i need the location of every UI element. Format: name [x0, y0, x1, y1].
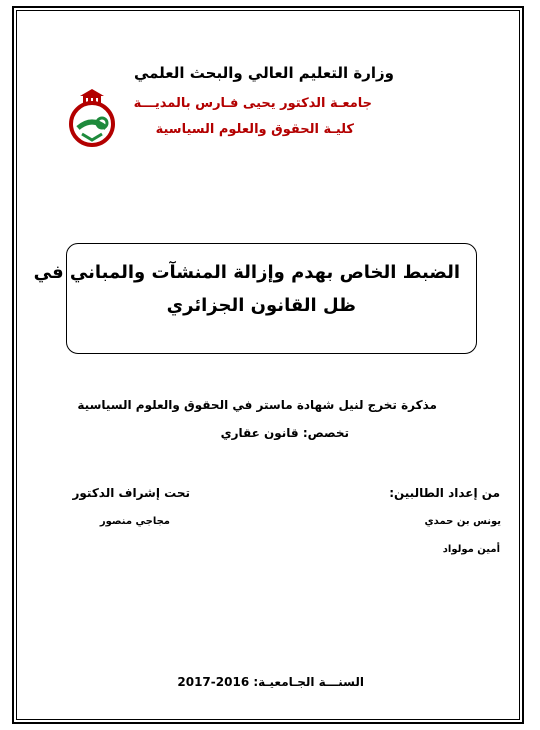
ministry-name: وزارة التعليم العالي والبحث العلمي	[133, 64, 394, 82]
memo-purpose: مذكرة تخرج لنيل شهادة ماستر في الحقوق والعلوم السياسية	[77, 398, 437, 412]
student-name: أمين مولواد	[442, 544, 500, 555]
academic-year: السنـــة الجـامعيـة: 2016-2017	[177, 675, 364, 689]
thesis-title-line1: الضبط الخاص بهدم وإزالة المنشآت والمباني في	[33, 262, 460, 283]
university-logo-icon	[58, 88, 126, 148]
supervisor-label: تحت إشراف الدكتور	[72, 486, 190, 500]
memo-specialty: تخصص: قانون عقاري	[220, 426, 349, 440]
university-name: جامعـة الدكتور يحيى فـارس بالمديـــة	[133, 96, 372, 111]
faculty-name: كليـة الحقوق والعلوم السياسية	[155, 122, 354, 137]
students-label: من إعداد الطالبين:	[389, 486, 500, 500]
supervisor-name: مجاجي منصور	[99, 516, 170, 527]
thesis-title-line2: ظل القانون الجزائري	[166, 295, 356, 316]
student-name: يونس بن حمدي	[424, 516, 501, 527]
